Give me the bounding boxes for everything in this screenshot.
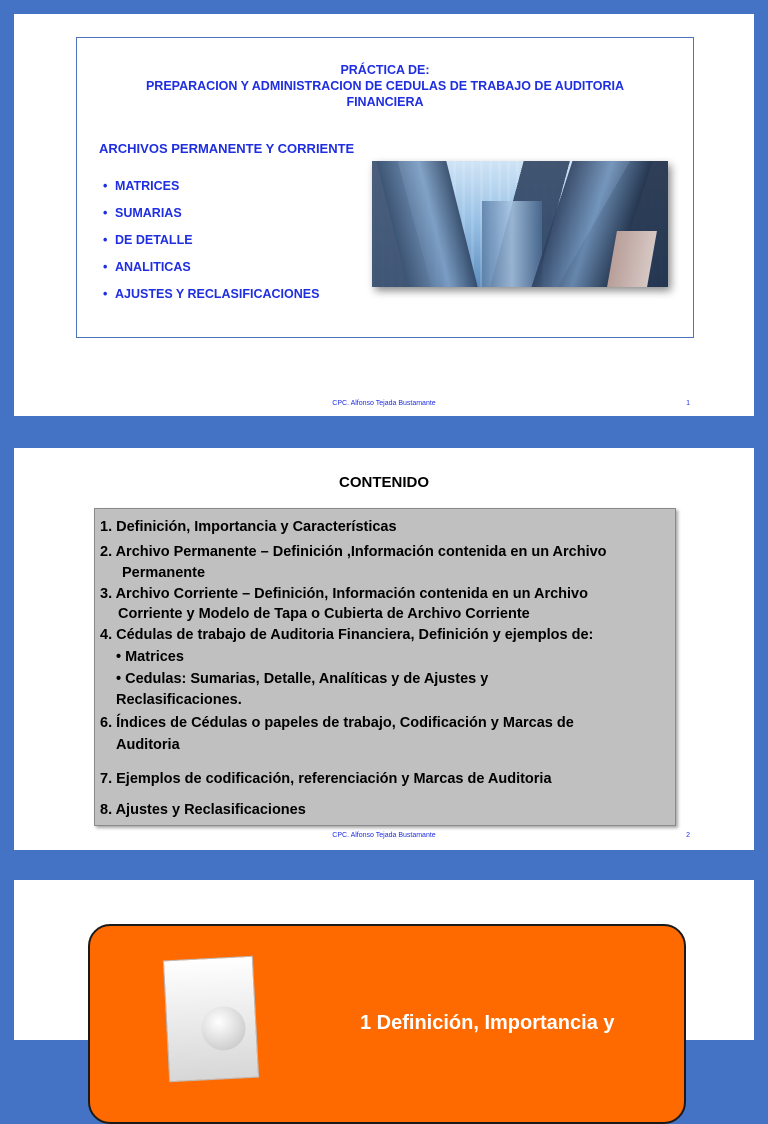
slide-1-title <box>77 62 693 110</box>
bullet-item: • DE DETALLE <box>103 233 193 247</box>
section-banner <box>88 924 686 1124</box>
slide-1-page-number: 1 <box>686 400 690 407</box>
slide-2-page-number: 2 <box>686 832 690 839</box>
list-item: • Matrices <box>116 649 184 665</box>
list-item: Permanente <box>122 565 206 581</box>
slide-2 <box>14 448 754 850</box>
slide-1-footer: CPC. Alfonso Tejada Bustamante <box>332 400 436 407</box>
bullet-item: • MATRICES <box>103 179 180 193</box>
slide-2-footer: CPC. Alfonso Tejada Bustamante <box>332 832 436 839</box>
contents-box <box>94 508 676 826</box>
section-heading: 1 Definición, Importancia y <box>360 1012 615 1034</box>
list-item: Corriente y Modelo de Tapa o Cubierta de Archivo Corriente <box>118 606 530 622</box>
title-line-3: FINANCIERA <box>346 95 424 109</box>
list-item: 1. Definición, Importancia y Características <box>100 519 397 535</box>
list-item: Auditoria <box>116 737 180 753</box>
title-line-1: PRÁCTICA DE: <box>340 63 430 77</box>
list-item: 4. Cédulas de trabajo de Auditoria Financiera, Definición y ejemplos de: <box>100 627 594 643</box>
section-heading: ARCHIVOS PERMANENTE Y CORRIENTE <box>99 141 355 156</box>
list-item: 6. Índices de Cédulas o papeles de trabajo, Codificación y Marcas de <box>100 715 574 731</box>
bullet-item: • AJUSTES Y RECLASIFICACIONES <box>103 287 320 301</box>
figure-illustration <box>163 956 259 1083</box>
list-item: 7. Ejemplos de codificación, referenciación y Marcas de Auditoria <box>100 771 552 787</box>
list-item: • Cedulas: Sumarias, Detalle, Analíticas y de Ajustes y <box>116 671 489 687</box>
slide-1-frame <box>76 37 694 338</box>
list-item: 3. Archivo Corriente – Definición, Información contenida en un Archivo <box>100 586 588 602</box>
list-item: 8. Ajustes y Reclasificaciones <box>100 802 306 818</box>
list-item: 2. Archivo Permanente – Definición ,Información contenida en un Archivo <box>100 544 607 560</box>
skyscrapers-photo <box>372 161 668 287</box>
slide-3 <box>14 880 754 1040</box>
slide-1 <box>14 14 754 416</box>
list-item: Reclasificaciones. <box>116 692 242 708</box>
title-line-2: PREPARACION Y ADMINISTRACION DE CEDULAS DE TRABAJO DE AUDITORIA <box>145 79 625 93</box>
bullet-item: • ANALITICAS <box>103 260 191 274</box>
bullet-item: • SUMARIAS <box>103 206 182 220</box>
slide-2-title: CONTENIDO <box>339 474 429 491</box>
bullet-list <box>103 178 319 313</box>
